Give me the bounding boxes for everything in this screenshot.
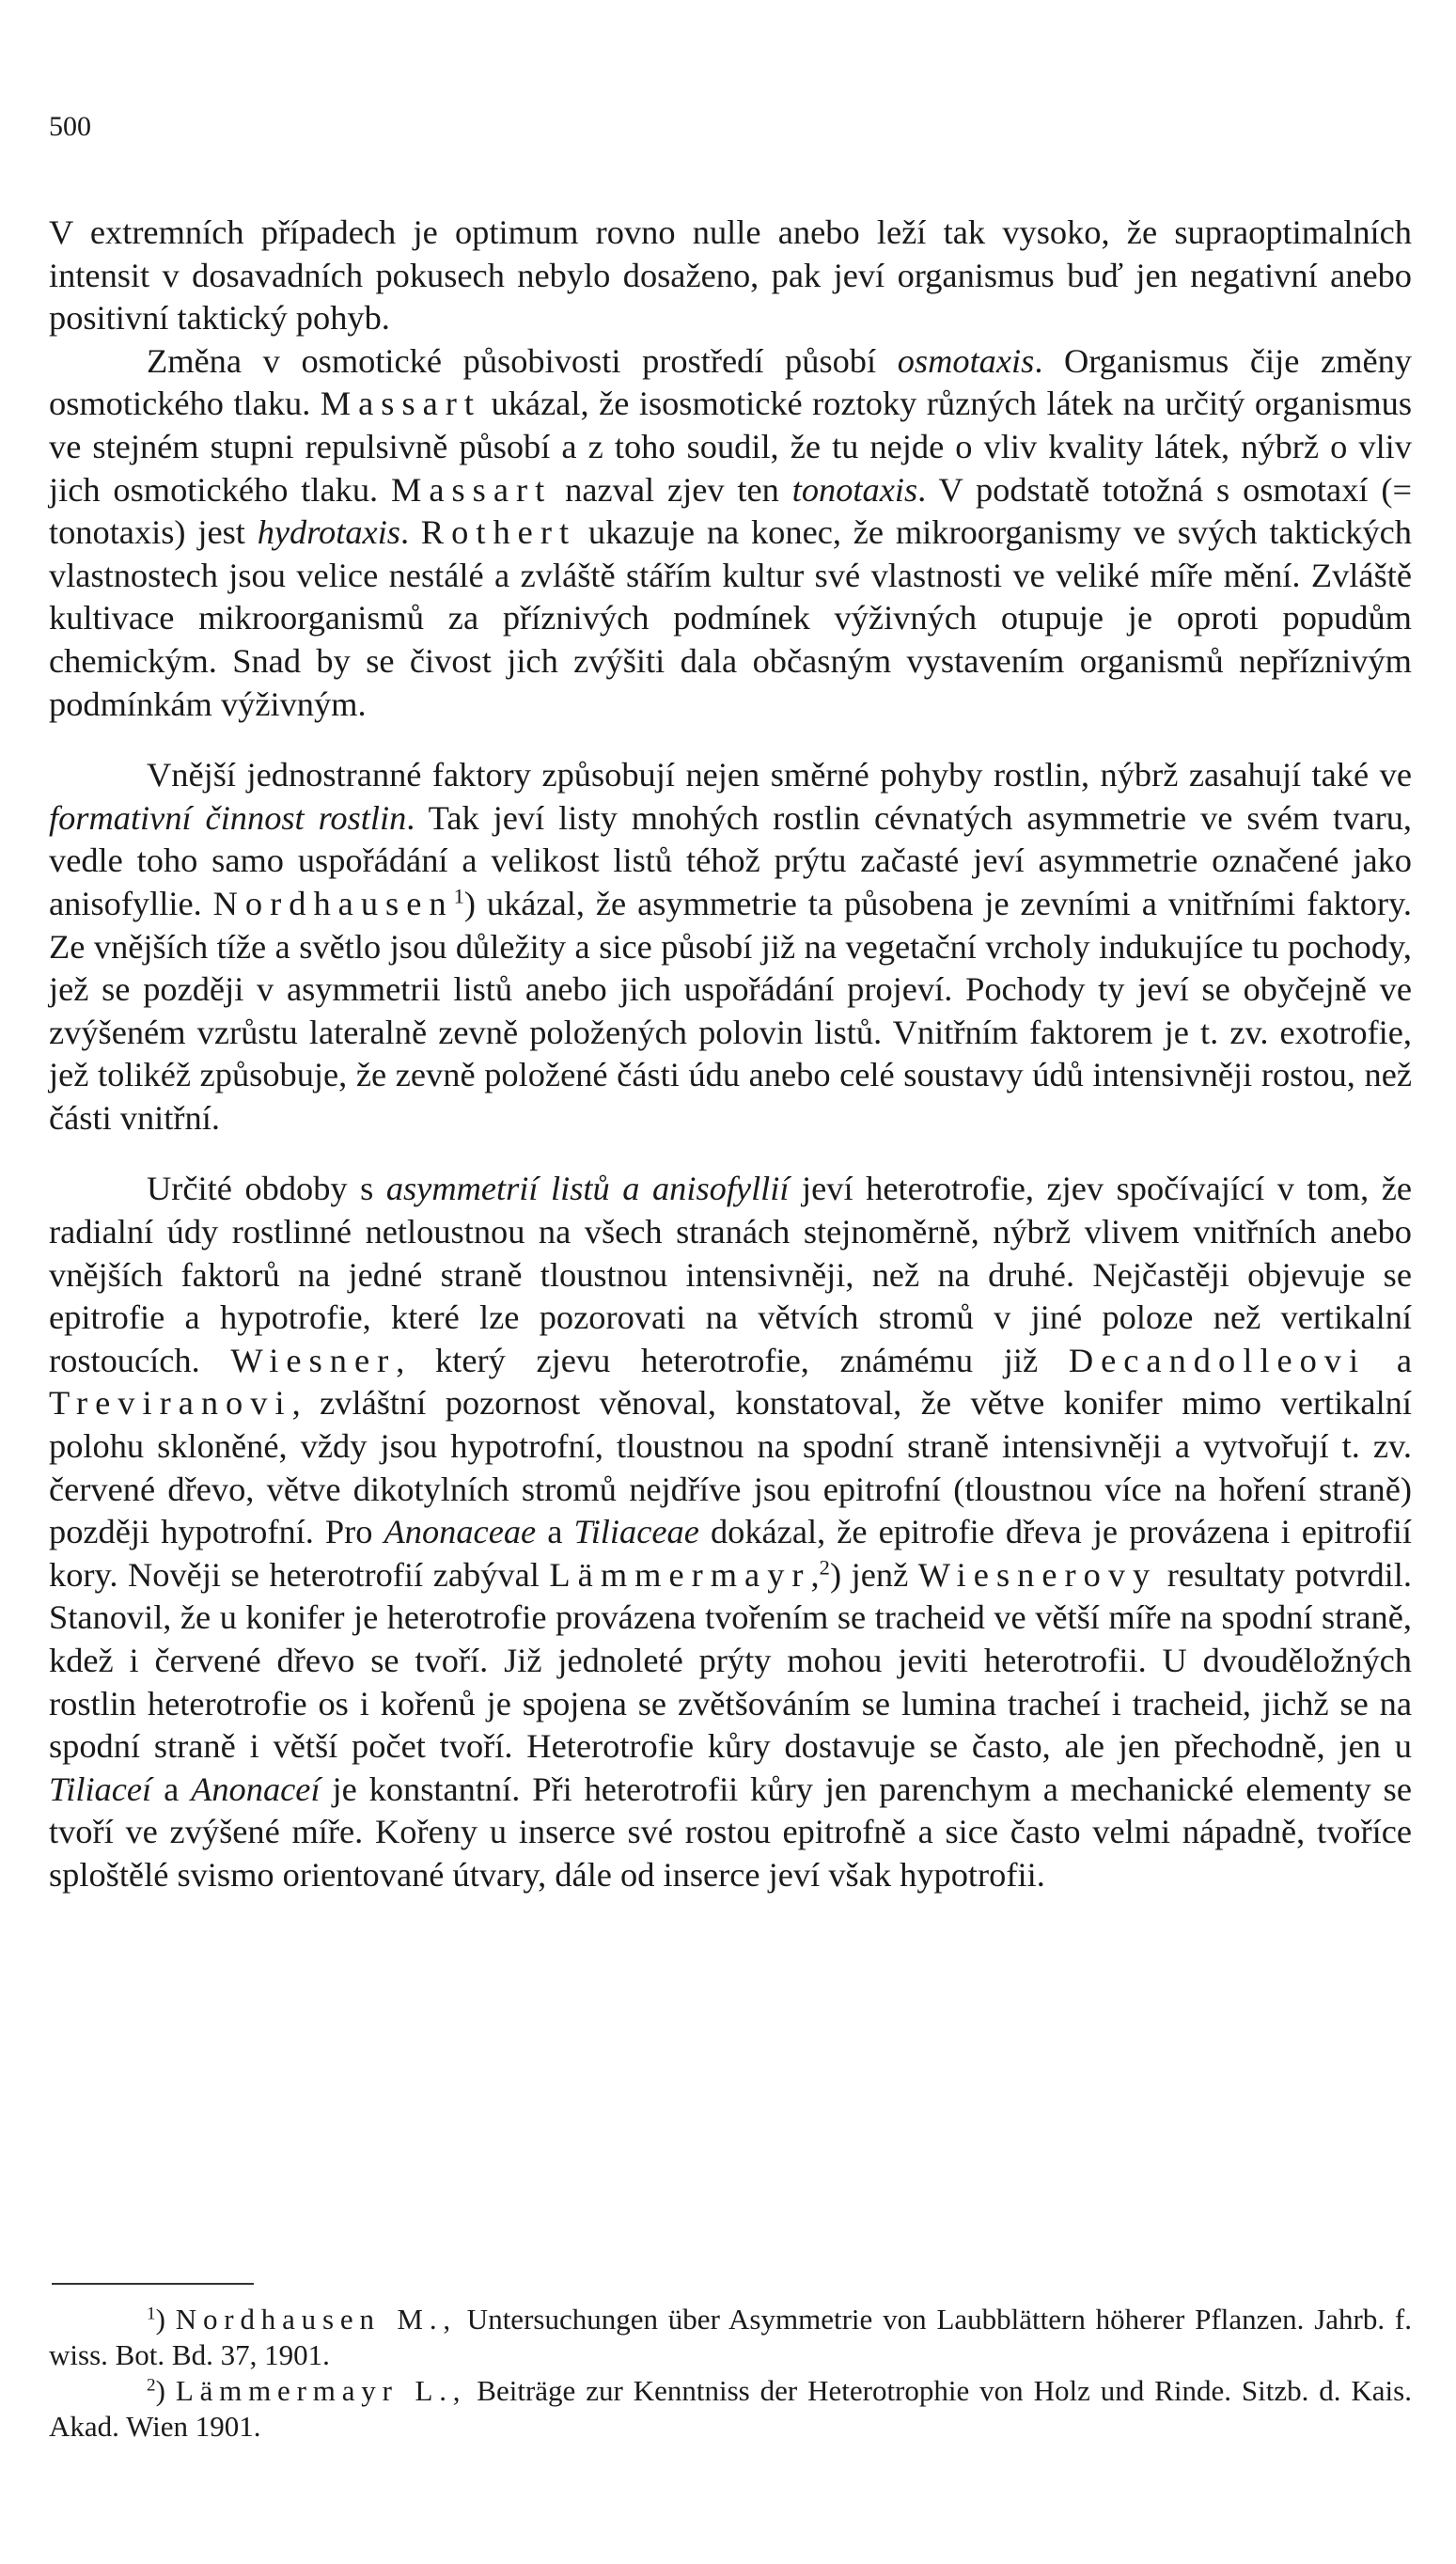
text-run: . (399, 513, 421, 552)
footnote-reference: 2 (819, 1555, 830, 1580)
italic-term: Anonaceae (384, 1513, 537, 1551)
text-run: Změna v osmotické působivosti prostředí působí (147, 341, 898, 380)
author-name: Rothert (420, 513, 577, 552)
text-run: ukazuje na konec, že mikroorganismy ve svých taktických vlastnostech jsou velice nestálé a zvláště stářím kultur své vlastnosti ve veliké míře mění. Zvláště kultivace mikroorganismů za příznivých podmínek výživných otupuje je oproti popudům chemickým. Snad by se čivost jich zvýšiti dala občasným vystavením organismů nepříznivým podmínkám výživným. (49, 513, 1412, 723)
text-run: ) jenž (829, 1555, 918, 1594)
footnote: $^1$) Nordhausen M., Untersuchungen über Asymmetrie von Laubblättern höherer Pflanzen. Jahrb. f. wiss. Bot. Bd. 37, 1901. (49, 2303, 1413, 2371)
author-name: Wiesnerovy (917, 1555, 1158, 1594)
author-name: Treviranovi (49, 1384, 292, 1423)
footnote: $^2$) Lämmermayr L., Beiträge zur Kenntniss der Heterotrophie von Holz und Rinde. Sitzb. d. Kais. Akad. Wien 1901. (49, 2374, 1412, 2443)
footnote-author: Lämmermayr L., (175, 2374, 467, 2407)
text-run: resultaty potvrdil. Stanovil, že u konifer je heterotrofie provázena tvořením se tracheid ve větší míře na spodní straně, kdež i červené dřevo se tvoří. Již jednoleté prýty mohou jeviti heterotrofii. U dvouděložných rostlin heterotrofie os i kořenů je spojena se zvětšováním se lumina tracheí i tracheid, jichž se na spodní straně i větší počet tvoří. Heterotrofie kůry dostavuje se často, ale jen přechodně, jen u (49, 1555, 1412, 1766)
text-run: a (536, 1513, 574, 1551)
italic-term: tonotaxis (791, 470, 918, 509)
paragraph (49, 1168, 1412, 1896)
text-run: a (1366, 1341, 1412, 1379)
text-run: V extremních případech je optimum rovno nulle anebo leží tak vysoko, že supraoptimalních intensit v dosavadních pokusech nebylo dosaženo, pak jeví organismus buď jen negativní anebo positivní taktický pohyb. (49, 213, 1412, 338)
paragraph (49, 212, 1412, 340)
italic-term: Tiliaceae (573, 1513, 699, 1551)
paragraph (49, 340, 1412, 726)
author-name: Massart (390, 470, 553, 509)
italic-term: hydrotaxis (257, 513, 400, 552)
author-name: Wiesner (230, 1341, 397, 1379)
text-run: dokázal, že epitrofie dřeva je provázena i epitrofií kory. Nověji se heterotrofií zabýval (49, 1513, 1412, 1594)
paragraph (49, 754, 1412, 1140)
text-run: . Organismus čije změny osmotického tlaku. (49, 341, 1412, 423)
text-run: nazval zjev ten (552, 470, 792, 509)
italic-term: asymmetrií listů a anisofyllií (385, 1170, 790, 1208)
italic-term: formativní činnost rostlin (49, 798, 407, 837)
text-run: ) ukázal, že asymmetrie ta působena je zevními a vnitřními faktory. Ze vnějších tíže a světlo jsou důležity a sice působí již na vegetační vrcholy indukujíce tu pochody, jež se později v asymmetrii listů anebo jich uspořádání projeví. Pochody ty jeví se obyčejně ve zvýšeném vzrůstu lateralně zevně položených polovin listů. Vnitřním faktorem je t. zv. exotrofie, jež tolikéž způsobuje, že zevně položené části údu anebo celé soustavy údů intensivněji rostou, než části vnitřní. (49, 884, 1412, 1137)
footnote-author: Nordhausen M., (175, 2303, 457, 2336)
author-name: Nordhausen (212, 884, 454, 922)
footnote-text: Untersuchungen über Asymmetrie von Laubblättern höherer Pflanzen. Jahrb. f. wiss. Bot. Bd. 37, 1901. (49, 2303, 1413, 2371)
text-run: . V podstatě totožná s osmotaxí (= tonotaxis) jest (49, 470, 1412, 552)
text-run: , zvláštní pozornost věnoval, konstatoval, že větve konifer mimo vertikalní polohu skloněné, vždy jsou hypotrofní, tloustnou na spodní straně intensivněji a vytvořují t. zv. červené dřevo, větve dikotylních stromů nejdříve jsou epitrofní (tloustnou více na hoření straně) později hypotrofní. Pro (49, 1384, 1412, 1551)
page-number: 500 (49, 111, 91, 142)
text-run: Vnější jednostranné faktory způsobují nejen směrné pohyby rostlin, nýbrž zasahují také ve (147, 756, 1412, 794)
footnotes (49, 2302, 1412, 2445)
body-text (49, 212, 1412, 1897)
text-run: a (151, 1770, 192, 1808)
author-name: Lämmermayr (549, 1555, 811, 1594)
italic-term: Tiliaceí (49, 1770, 152, 1808)
author-name: Massart (320, 385, 482, 423)
footnote-mark: 1 (147, 2304, 156, 2324)
author-name: Decandolleovi (1068, 1341, 1367, 1379)
italic-term: osmotaxis (897, 341, 1035, 380)
text-run: Určité obdoby s (147, 1170, 386, 1208)
italic-term: Anonaceí (191, 1770, 321, 1808)
text-run: . Tak jeví listy mnohých rostlin cévnatých asymmetrie ve svém tvaru, vedle toho samo uspořádání a velikost listů téhož prýtu začasté jeví asymmetrie označené jako anisofyllie. (49, 798, 1412, 922)
footnote-mark: 2 (147, 2375, 156, 2396)
text-run: jeví heterotrofie, zjev spočívající v tom, že radialní údy rostlinné netloustnou na všech stranách stejnoměrně, nýbrž vlivem vnitřních anebo vnějších faktorů na jedné straně tloustnou intensivněji, než na druhé. Nejčastěji objevuje se epitrofie a hypotrofie, které lze pozorovati na větvích stromů v jiné poloze než vertikalní rostoucích. (49, 1170, 1412, 1379)
footnote-divider (52, 2283, 254, 2285)
footnote-reference: 1 (453, 884, 464, 908)
footnote-text: Beiträge zur Kenntniss der Heterotrophie von Holz und Rinde. Sitzb. d. Kais. Akad. Wien 1901. (49, 2374, 1412, 2443)
text-run: , (810, 1555, 820, 1594)
text-run: , který zjevu heterotrofie, známému již (396, 1341, 1069, 1379)
text-run: je konstantní. Při heterotrofii kůry jen parenchym a mechanické elementy se tvoří ve zvýšené míře. Kořeny u inserce své rostou epitrofně a sice často velmi nápadně, tvoříce sploštělé svismo orientované útvary, dále od inserce jeví však hypotrofii. (49, 1770, 1412, 1894)
text-run: ukázal, že isosmotické roztoky různých látek na určitý organismus ve stejném stupni repulsivně působí a z toho soudil, že tu nejde o vliv kvality látek, nýbrž o vliv jich osmotického tlaku. (49, 385, 1412, 509)
